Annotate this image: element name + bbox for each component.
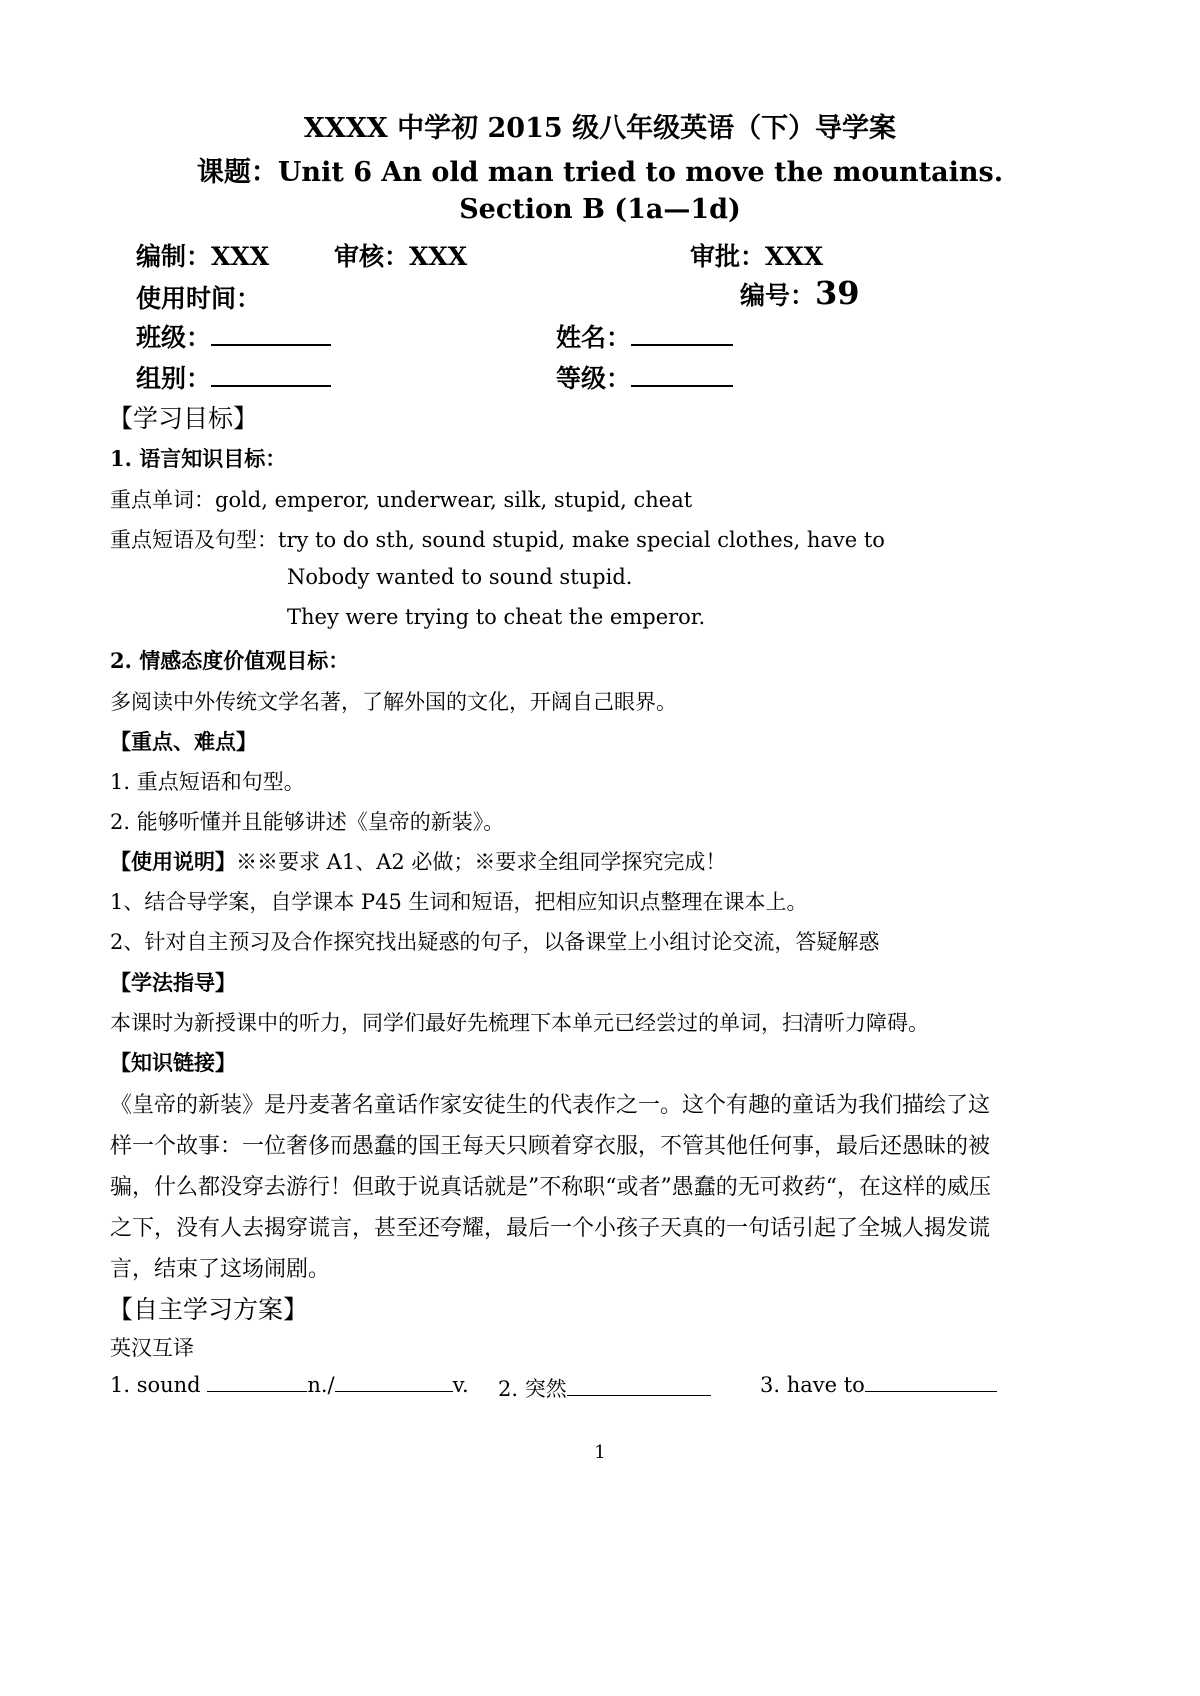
exercise-1-verb-label: v. — [452, 1373, 469, 1397]
exercise-2 — [498, 1373, 711, 1403]
instructions-heading-line — [110, 846, 726, 876]
exercise-2-blank[interactable] — [567, 1377, 711, 1396]
knowledge-line-5: 言，结束了这场闹剧。 — [110, 1257, 331, 1282]
method-text: 本课时为新授课中的听力，同学们最好先梳理下本单元已经尝过的单词，扫清听力障碍。 — [110, 1011, 929, 1035]
group-field — [136, 359, 331, 395]
knowledge-line-2: 样一个故事：一位奢侈而愚蠢的国王每天只顾着穿衣服，不管其他任何事，最后还愚昧的被 — [110, 1134, 991, 1159]
knowledge-heading: 【知识链接】 — [110, 1050, 236, 1075]
section-label: Section B (1a—1d) — [459, 194, 741, 225]
emotion-objectives-text: 多阅读中外传统文学名著，了解外国的文化，开阔自己眼界。 — [110, 690, 677, 714]
name-label: 姓名： — [556, 323, 632, 352]
self-study-heading: 【自主学习方案】 — [108, 1295, 309, 1324]
exercise-1-verb-blank[interactable] — [335, 1373, 453, 1392]
lesson-topic: 课题：Unit 6 An old man tried to move the mountains. — [196, 157, 1004, 188]
knowledge-line-1: 《皇帝的新装》是丹麦著名童话作家安徒生的代表作之一。这个有趣的童话为我们描绘了这 — [110, 1093, 991, 1118]
reviewer-label: 审核：XXX — [334, 242, 468, 271]
exercise-2-prompt: 2. 突然 — [498, 1377, 567, 1401]
page-number: 1 — [594, 1442, 606, 1463]
instructions-heading: 【使用说明】 — [110, 849, 236, 874]
number-value: 39 — [815, 274, 860, 312]
key-point-2: 2. 能够听懂并且能够讲述《皇帝的新装》。 — [110, 810, 505, 834]
key-sentence-2: They were trying to cheat the emperor. — [287, 605, 706, 629]
exercise-3-blank[interactable] — [865, 1373, 997, 1392]
method-heading: 【学法指导】 — [110, 970, 236, 995]
knowledge-line-4: 之下，没有人去揭穿谎言，甚至还夸耀，最后一个小孩子天真的一句话引起了全城人揭发谎 — [110, 1216, 991, 1241]
instructions-requirement: ※※要求 A1、A2 必做；※要求全组同学探究完成！ — [236, 850, 727, 874]
page-title: XXXX 中学初 2015 级八年级英语（下）导学案 — [303, 113, 897, 144]
exercise-3-prompt: 3. have to — [760, 1373, 865, 1397]
number-label: 编号： — [740, 281, 816, 310]
grade-field — [556, 359, 733, 395]
emotion-objectives-heading: 2. 情感态度价值观目标： — [110, 648, 350, 673]
objectives-heading: 【学习目标】 — [108, 404, 259, 433]
class-label: 班级： — [136, 323, 212, 352]
class-field — [136, 318, 331, 354]
instruction-1: 1、结合导学案，自学课本 P45 生词和短语，把相应知识点整理在课本上。 — [110, 890, 808, 914]
name-field — [556, 318, 733, 354]
exercise-1 — [110, 1373, 469, 1397]
exercise-1-noun-blank[interactable] — [207, 1373, 307, 1392]
usage-time-label: 使用时间： — [136, 284, 262, 313]
group-blank[interactable] — [211, 361, 331, 387]
exercise-3 — [760, 1373, 997, 1397]
compiler-label: 编制：XXX — [136, 242, 270, 271]
key-phrases-line — [110, 524, 885, 554]
grade-blank[interactable] — [631, 361, 733, 387]
name-blank[interactable] — [631, 320, 733, 346]
instruction-2: 2、针对自主预习及合作探究找出疑惑的句子，以备课堂上小组讨论交流，答疑解惑 — [110, 930, 880, 954]
approver-label: 审批：XXX — [690, 242, 824, 271]
key-point-1: 1. 重点短语和句型。 — [110, 770, 305, 794]
key-words-label: 重点单词： — [110, 488, 215, 512]
key-words-line — [110, 484, 692, 514]
class-blank[interactable] — [211, 320, 331, 346]
group-label: 组别： — [136, 364, 212, 393]
exercise-1-noun-label: n./ — [307, 1373, 335, 1397]
language-objectives-heading: 1. 语言知识目标： — [110, 446, 287, 471]
key-phrases-label: 重点短语及句型： — [110, 528, 278, 552]
translation-subheading: 英汉互译 — [110, 1336, 194, 1360]
grade-label: 等级： — [556, 364, 632, 393]
key-words: gold, emperor, underwear, silk, stupid, cheat — [215, 488, 693, 512]
key-sentence-1: Nobody wanted to sound stupid. — [287, 565, 633, 589]
key-phrases: try to do sth, sound stupid, make special clothes, have to — [278, 528, 885, 552]
knowledge-line-3: 骗，什么都没穿去游行！但敢于说真话就是”不称职“或者”愚蠢的无可救药“，在这样的威压 — [110, 1175, 991, 1200]
exercise-1-prompt: 1. sound — [110, 1373, 208, 1397]
key-points-heading: 【重点、难点】 — [110, 729, 257, 754]
number-field — [740, 274, 860, 312]
